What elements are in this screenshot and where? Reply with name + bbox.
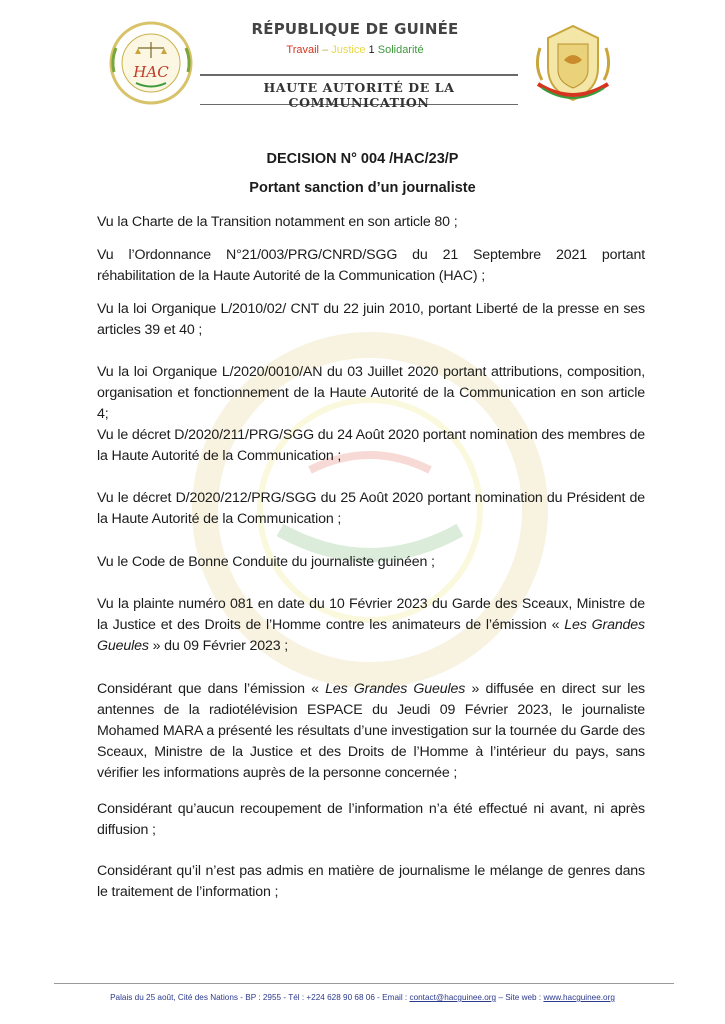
footer-web-label: – Site web : — [496, 993, 544, 1002]
paragraph-press-law: Vu la loi Organique L/2010/02/ CNT du 22 juin 2010, portant Liberté de la presse en ses articles 39 et 40 ; — [97, 301, 645, 338]
coat-of-arms — [528, 18, 618, 108]
authority-name: HAUTE AUTORITÉ DE LA COMMUNICATION — [263, 80, 455, 110]
motto-solidarity: Solidarité — [377, 44, 424, 56]
paragraph-considering-broadcast — [97, 679, 645, 784]
footer-contact — [0, 993, 725, 1002]
paragraph-charter: Vu la Charte de la Transition notamment en son article 80 ; — [97, 214, 458, 230]
complaint-date: » du 09 Février 2023 ; — [148, 638, 289, 654]
considering-intro: Considérant que dans l’émission « — [97, 681, 326, 697]
footer-website-link[interactable]: www.hacguinee.org — [543, 993, 615, 1002]
decision-title: DECISION N° 004 /HAC/23/P — [266, 151, 459, 167]
show-title: Les Grandes Gueules — [97, 617, 645, 654]
footer-rule — [54, 983, 674, 984]
paragraph-organic-law: Vu la loi Organique L/2020/0010/AN du 03 Juillet 2020 portant attributions, composition, organisation et fonctionnement de la Haute Autorité de la Communication en son article 4; — [97, 364, 645, 422]
paragraph-decree-members: Vu le décret D/2020/211/PRG/SGG du 24 Août 2020 portant nomination des membres de la Haute Autorité de la Communication ; — [97, 427, 645, 464]
decision-subtitle: Portant sanction d’un journaliste — [249, 180, 476, 196]
motto-work: Travail — [286, 44, 320, 56]
footer-address: Palais du 25 août, Cité des Nations - BP : 2955 - Tél : +224 628 90 68 06 - Email : — [110, 993, 410, 1002]
paragraph-complaint — [97, 594, 645, 657]
complaint-text: Vu la plainte numéro 081 en date du 10 Février 2023 du Garde des Sceaux, Ministre de la Justice et des Droits de l’Homme contre les animateurs de l’émission « — [97, 596, 645, 633]
republic-title: RÉPUBLIQUE DE GUINÉE — [251, 20, 459, 38]
hac-logo — [108, 20, 194, 106]
paragraph-decree-president: Vu le décret D/2020/212/PRG/SGG du 25 Août 2020 portant nomination du Président de la Haute Autorité de la Communication ; — [97, 490, 645, 527]
paragraph-considering-genres: Considérant qu’il n’est pas admis en matière de journalisme le mélange de genres dans le traitement de l’information ; — [97, 863, 645, 900]
hac-logo-text: HAC — [133, 63, 169, 81]
show-title: Les Grandes Gueules — [325, 681, 466, 697]
paragraph-ordinance: Vu l’Ordonnance N°21/003/PRG/CNRD/SGG du 21 Septembre 2021 portant réhabilitation de la Haute Autorité de la Communication (HAC) ; — [97, 247, 645, 284]
motto-separator: – — [319, 44, 332, 56]
footer-email-link[interactable]: contact@hacguinee.org — [409, 993, 497, 1002]
considering-body: » diffusée en direct sur les antennes de la radiotélévision ESPACE du Jeudi 09 Février 2023, le journaliste Mohamed MARA a présenté les résultats d’une investigation sur la tournée du Garde des Sceaux, Ministre de la Justice et des Droits de l’Homme à l’intérieur du pays, sans vérifier les informations auprès de la personne concernée ; — [97, 681, 645, 781]
national-motto — [230, 44, 480, 56]
paragraph-considering-crosscheck: Considérant qu’aucun recoupement de l’information n’a été effectué ni avant, ni après diffusion ; — [97, 801, 645, 838]
motto-number: 1 — [365, 44, 378, 56]
motto-justice: Justice — [331, 44, 366, 56]
paragraph-code-conduct: Vu le Code de Bonne Conduite du journaliste guinéen ; — [97, 554, 435, 570]
